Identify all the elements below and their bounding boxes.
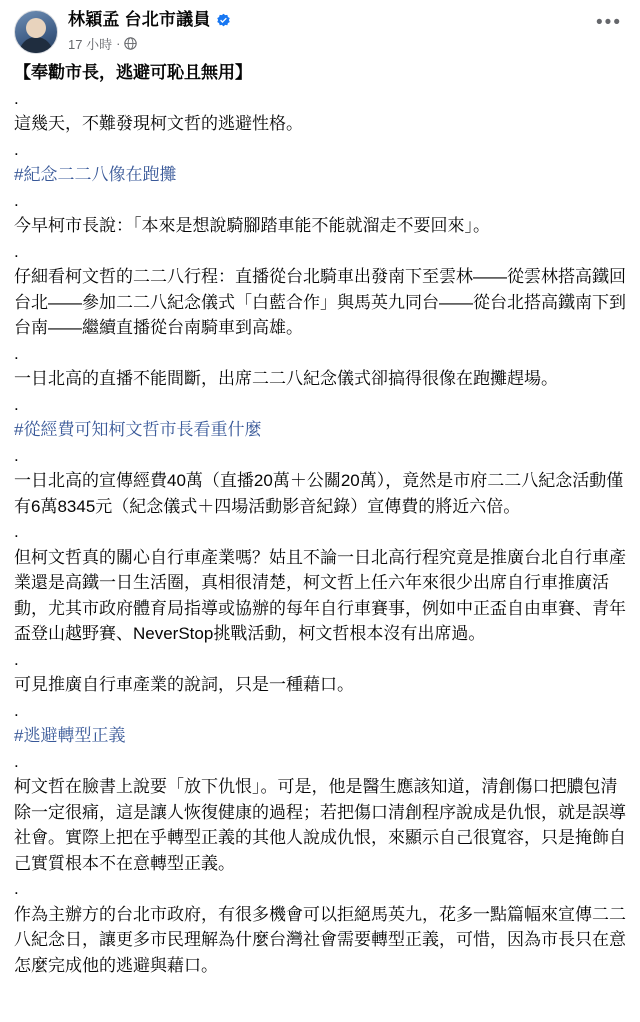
post-paragraph-spacer: . xyxy=(14,700,19,720)
post-header-text xyxy=(68,10,231,53)
post-paragraph-spacer: . xyxy=(14,343,19,363)
post-paragraph: 一日北高的直播不能間斷，出席二二八紀念儀式卻搞得很像在跑攤趕場。 xyxy=(14,369,558,388)
post-body xyxy=(14,60,626,982)
post-paragraph: 但柯文哲真的關心自行車產業嗎？姑且不論一日北高行程究竟是推廣台北自行車產業還是高鐵一日生活圈，真相很清楚，柯文哲上任六年來很少出席自行車推廣活動，尤其市政府體育局指導或協辦的每年自行車賽事，例如中正盃自由車賽、青年盃登山越野賽、NeverStop挑戰活動，柯文哲根本沒有出席過。 xyxy=(14,547,626,643)
post-paragraph-spacer: . xyxy=(14,751,19,771)
post-paragraph-spacer: . xyxy=(14,394,19,414)
post-paragraph-spacer: . xyxy=(14,190,19,210)
meta-separator: · xyxy=(116,35,121,51)
post-paragraph-spacer: . xyxy=(14,649,19,669)
post-paragraph-spacer: . xyxy=(14,879,19,898)
post-paragraph-spacer: . xyxy=(14,139,19,159)
post-timestamp[interactable]: 17 小時 xyxy=(68,36,113,52)
post-paragraph-spacer: . xyxy=(14,522,19,541)
post-paragraph: 這幾天，不難發現柯文哲的逃避性格。 xyxy=(14,114,303,133)
post-hashtag[interactable]: #逃避轉型正義 xyxy=(14,726,126,745)
post-meta xyxy=(68,34,231,53)
globe-icon[interactable] xyxy=(124,37,137,50)
post-hashtag[interactable]: #從經費可知柯文哲市長看重什麼 xyxy=(14,420,262,439)
author-name[interactable]: 林穎孟 台北市議員 xyxy=(68,10,211,29)
post-paragraph: 柯文哲在臉書上說要「放下仇恨」。可是，他是醫生應該知道，清創傷口把膿包清除一定很痛，這是讓人恢復健康的過程；若把傷口清創程序說成是仇恨，就是誤導社會。實際上把在乎轉型正義的其他人說成仇恨，來顯示自己很寬容，只是掩飾自己實質根本不在意轉型正義。 xyxy=(14,777,626,873)
author-row xyxy=(68,11,231,30)
post-paragraph: 今早柯市長說：「本來是想說騎腳踏車能不能就溜走不要回來」。 xyxy=(14,216,490,235)
post-paragraph: 仔細看柯文哲的二二八行程：直播從台北騎車出發南下至雲林——從雲林搭高鐵回台北——參加二二八紀念儀式「白藍合作」與馬英九同台——從台北搭高鐵南下到台南——繼續直播從台南騎車到高雄。 xyxy=(14,267,626,337)
post-paragraph-spacer: . xyxy=(14,88,19,108)
post-paragraph-spacer: . xyxy=(14,241,19,261)
post-paragraph: 【奉勸市長，逃避可恥且無用】 xyxy=(14,63,252,82)
profile-avatar[interactable] xyxy=(14,10,58,54)
post-paragraph-spacer: . xyxy=(14,445,19,465)
post-paragraph: 可見推廣自行車產業的說詞，只是一種藉口。 xyxy=(14,675,354,694)
verified-badge-icon xyxy=(216,13,231,28)
post-paragraph: 作為主辦方的台北市政府，有很多機會可以拒絕馬英九，花多一點篇幅來宣傳二二八紀念日，讓更多市民理解為什麼台灣社會需要轉型正義，可惜，因為市長只在意怎麼完成他的逃避與藉口。 xyxy=(14,904,626,975)
post-more-options-button[interactable]: ••• xyxy=(596,11,622,33)
post-hashtag[interactable]: #紀念二二八像在跑攤 xyxy=(14,165,177,184)
post-paragraph: 一日北高的宣傳經費40萬（直播20萬＋公關20萬），竟然是市府二二八紀念活動僅有6萬8345元（紀念儀式＋四場活動影音紀錄）宣傳費的將近六倍。 xyxy=(14,471,624,516)
post-header xyxy=(14,6,626,60)
